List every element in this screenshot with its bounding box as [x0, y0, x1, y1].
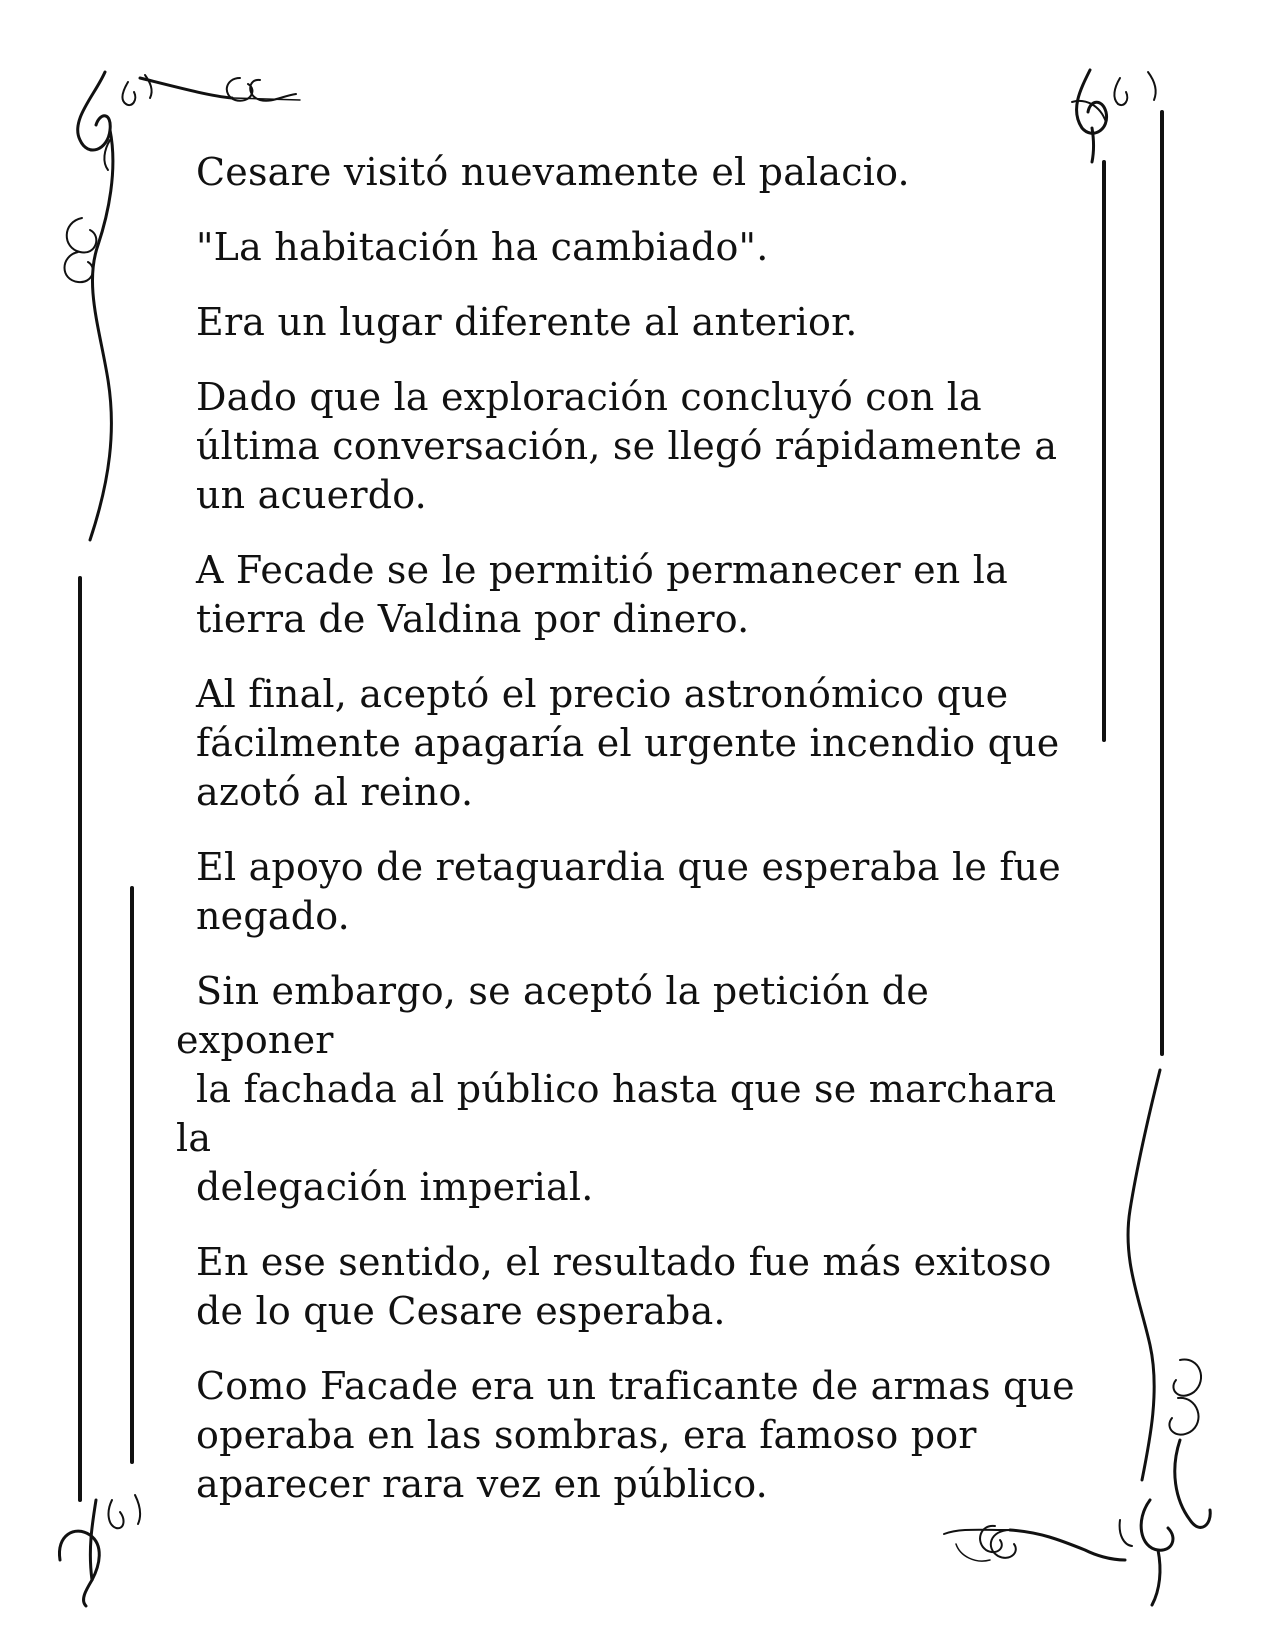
paragraph-line: Dado que la exploración concluyó con la — [196, 375, 982, 419]
paragraph-line: "La habitación ha cambiado". — [196, 225, 769, 269]
paragraph-2 — [176, 223, 1076, 272]
paragraph-5 — [176, 546, 1076, 644]
paragraph-line: un acuerdo. — [196, 473, 427, 517]
paragraph-line: Como Facade era un traficante de armas que — [196, 1364, 1075, 1408]
paragraph-9 — [176, 1238, 1076, 1336]
paragraph-line: fácilmente apagaría el urgente incendio que — [196, 721, 1060, 765]
paragraph-line: En ese sentido, el resultado fue más exitoso — [196, 1240, 1052, 1284]
paragraph-7 — [176, 843, 1076, 941]
paragraph-6 — [176, 670, 1076, 817]
bottom-left-flourish — [59, 1495, 140, 1606]
paragraph-line: El apoyo de retaguardia que esperaba le fue — [196, 845, 1061, 889]
body-text — [176, 148, 1076, 1535]
top-right-flourish — [1072, 70, 1156, 162]
paragraph-line: azotó al reino. — [196, 770, 474, 814]
paragraph-line: negado. — [196, 894, 350, 938]
paragraph-line: delegación imperial. — [196, 1165, 594, 1209]
paragraph-line: aparecer rara vez en público. — [196, 1462, 768, 1506]
paragraph-4 — [176, 373, 1076, 520]
paragraph-1 — [176, 148, 1076, 197]
paragraph-line: Era un lugar diferente al anterior. — [196, 300, 858, 344]
paragraph-line: de lo que Cesare esperaba. — [196, 1289, 726, 1333]
paragraph-line: Cesare visitó nuevamente el palacio. — [196, 150, 910, 194]
paragraph-line: última conversación, se llegó rápidamente a — [196, 424, 1058, 468]
paragraph-3 — [176, 298, 1076, 347]
paragraph-10 — [176, 1362, 1076, 1509]
paragraph-line: la fachada al público hasta que se marchara la — [176, 1067, 1057, 1160]
paragraph-line: Al final, aceptó el precio astronómico que — [196, 672, 1009, 716]
paragraph-line: Sin embargo, se aceptó la petición de exponer — [176, 969, 930, 1062]
paragraph-line: A Fecade se le permitió permanecer en la — [196, 548, 1008, 592]
paragraph-8 — [176, 967, 1076, 1212]
paragraph-line: tierra de Valdina por dinero. — [196, 597, 750, 641]
paragraph-line: operaba en las sombras, era famoso por — [196, 1413, 977, 1457]
